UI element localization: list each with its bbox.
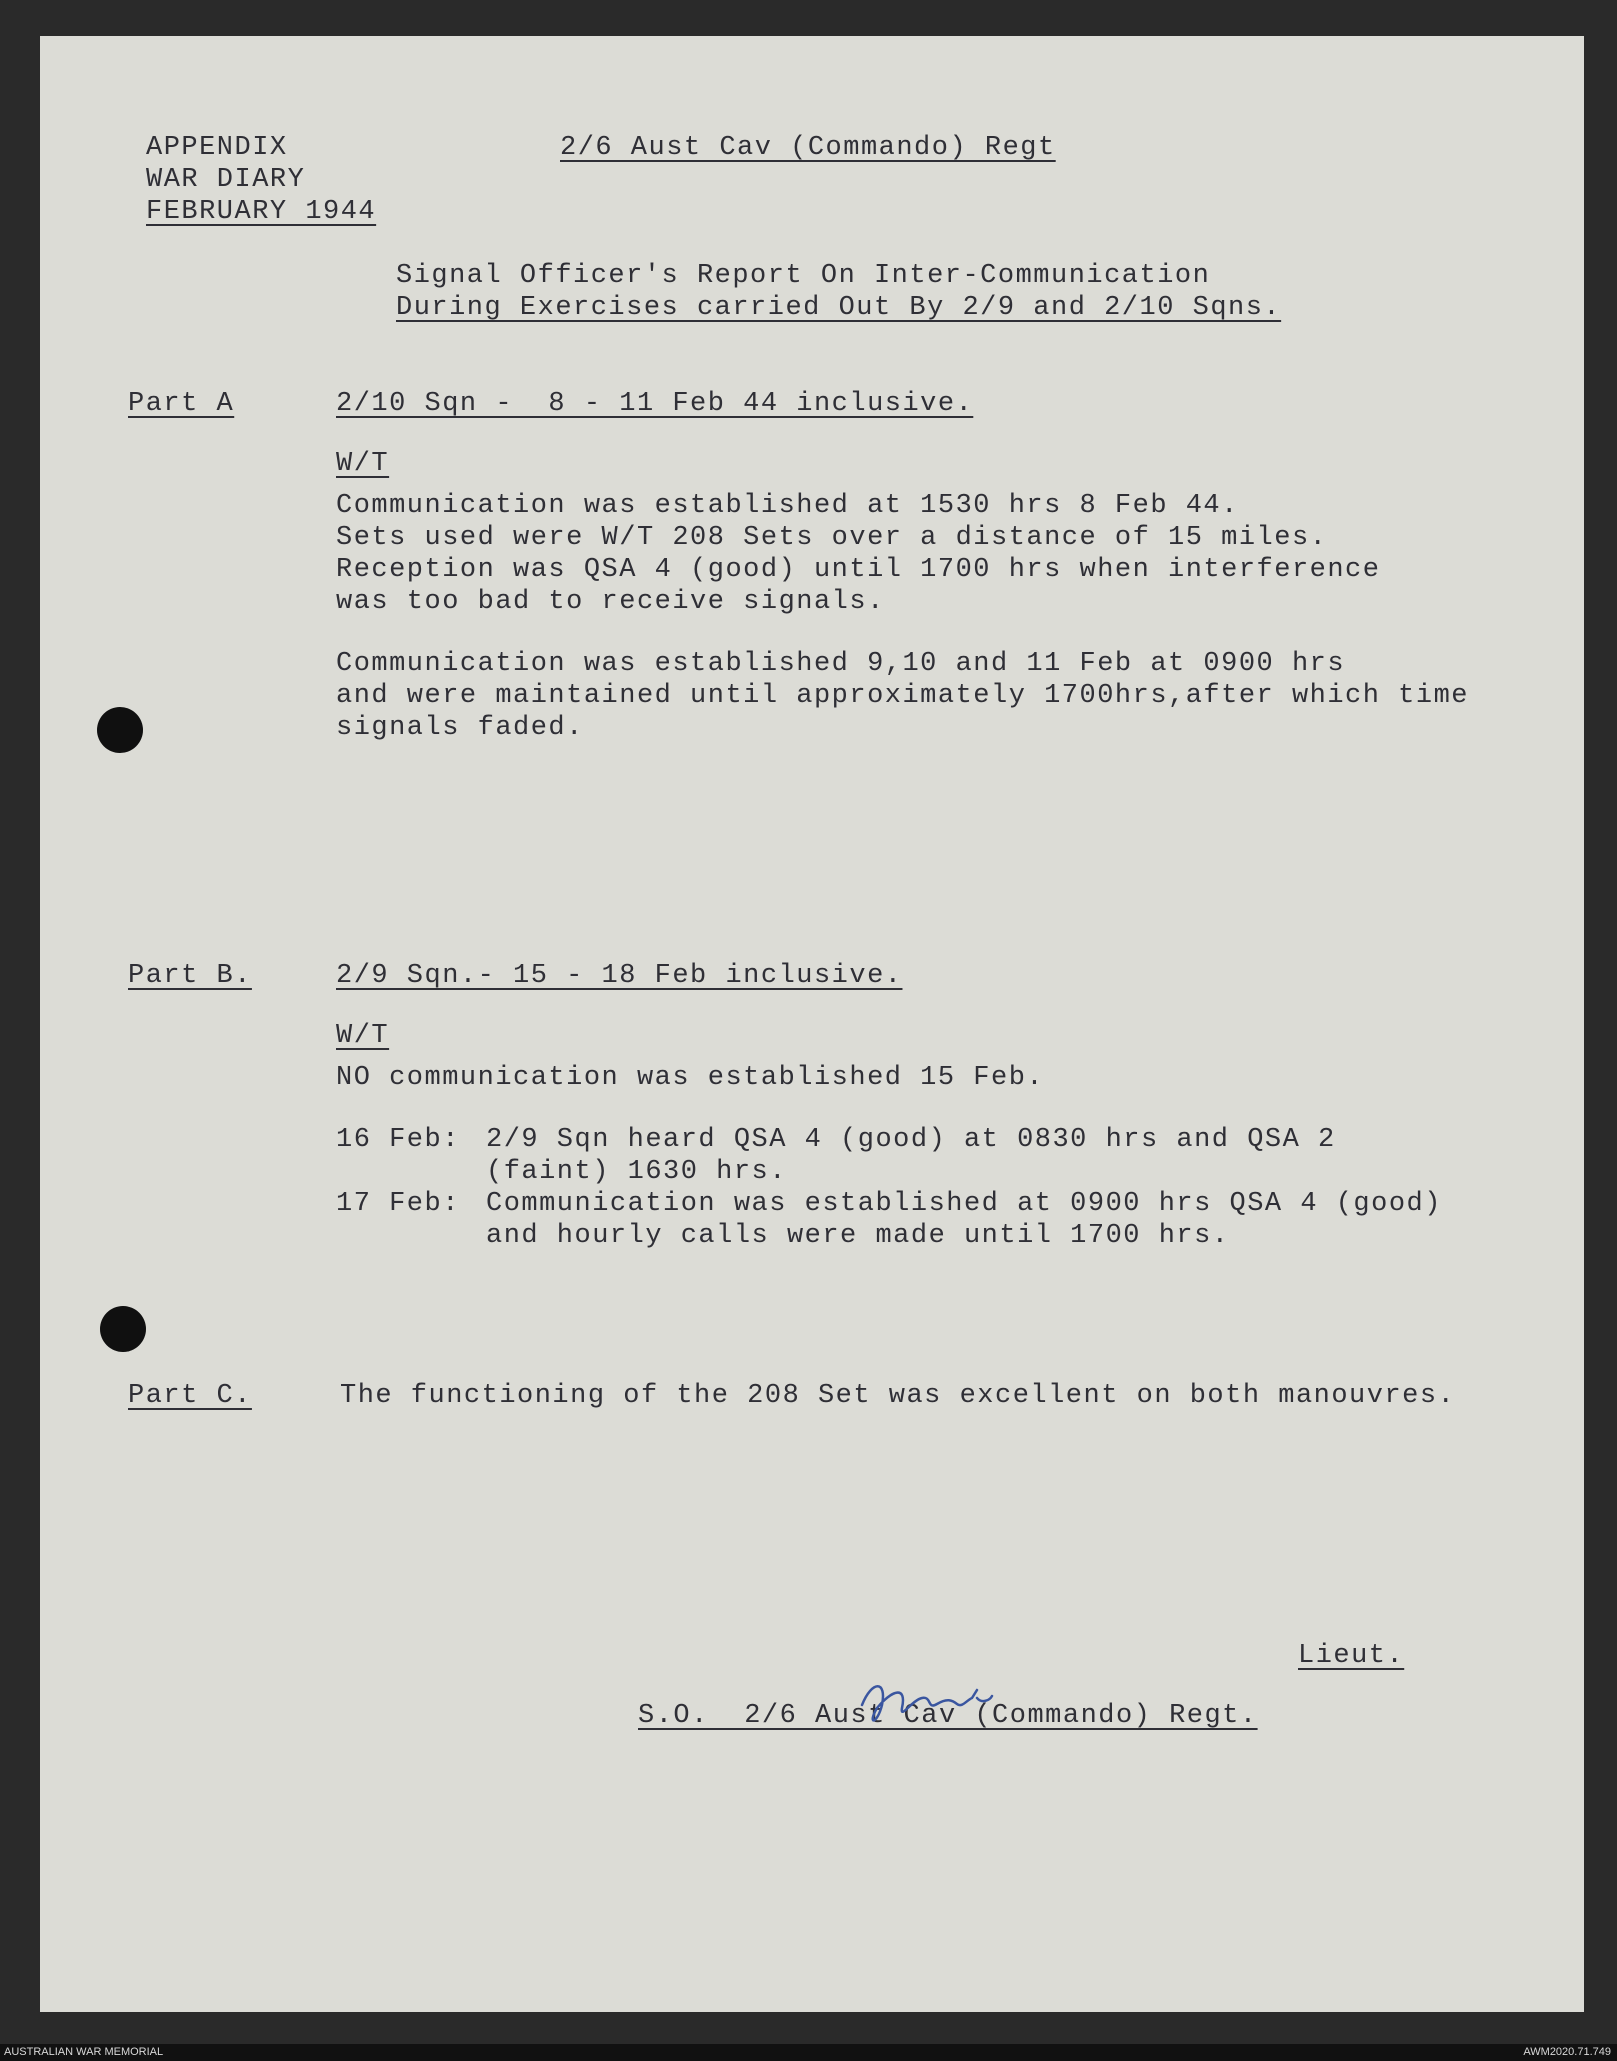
part-a-para1-line3: Reception was QSA 4 (good) until 1700 hrs when interference: [336, 555, 1381, 585]
part-b-entry1-line1: 2/9 Sqn heard QSA 4 (good) at 0830 hrs and QSA 2: [486, 1125, 1336, 1155]
part-b-line1: NO communication was established 15 Feb.: [336, 1063, 1045, 1093]
part-b-entry1-line2: (faint) 1630 hrs.: [486, 1157, 787, 1187]
part-c-text: The functioning of the 208 Set was excellent on both manouvres.: [340, 1381, 1456, 1411]
part-a-para1-line4: was too bad to receive signals.: [336, 587, 885, 617]
report-title-line-1: Signal Officer's Report On Inter-Communication: [396, 261, 1211, 291]
part-a-heading: 2/10 Sqn - 8 - 11 Feb 44 inclusive.: [336, 389, 974, 419]
part-b-entry2-line2: and hourly calls were made until 1700 hrs.: [486, 1221, 1230, 1251]
part-b-subheading: W/T: [336, 1021, 390, 1051]
footer-left: AUSTRALIAN WAR MEMORIAL: [4, 2046, 164, 2058]
report-title-line-2: During Exercises carried Out By 2/9 and 2/10 Sqns.: [396, 293, 1282, 323]
signature-scrawl: [852, 1670, 1032, 1735]
punch-hole-bottom: [100, 1306, 146, 1352]
part-a-para2-line3: signals faded.: [336, 713, 584, 743]
part-c-label: Part C.: [128, 1381, 252, 1411]
signature-line: S.O. 2/6 Aust Cav (Commando) Regt.: [638, 1701, 1258, 1731]
part-b-heading: 2/9 Sqn.- 15 - 18 Feb inclusive.: [336, 961, 903, 991]
footer-right: AWM2020.71.749: [1523, 2046, 1611, 2058]
part-a-label: Part A: [128, 389, 235, 419]
signature-rank: Lieut.: [1298, 1641, 1405, 1671]
part-a-para1-line1: Communication was established at 1530 hrs 8 Feb 44.: [336, 491, 1239, 521]
part-b-label: Part B.: [128, 961, 252, 991]
footer-bar: [0, 2044, 1617, 2061]
document-page: [40, 36, 1584, 2012]
part-a-subheading: W/T: [336, 449, 390, 479]
appendix-line-2: WAR DIARY: [146, 165, 306, 195]
part-a-para1-line2: Sets used were W/T 208 Sets over a distance of 15 miles.: [336, 523, 1328, 553]
unit-header: 2/6 Aust Cav (Commando) Regt: [560, 133, 1056, 163]
part-a-para2-line2: and were maintained until approximately 1700hrs,after which time: [336, 681, 1469, 711]
part-b-entry1-date: 16 Feb:: [336, 1125, 460, 1155]
appendix-line-1: APPENDIX: [146, 133, 288, 163]
part-a-para2-line1: Communication was established 9,10 and 11 Feb at 0900 hrs: [336, 649, 1346, 679]
part-b-entry2-line1: Communication was established at 0900 hrs QSA 4 (good): [486, 1189, 1442, 1219]
punch-hole-top: [97, 707, 143, 753]
part-b-entry2-date: 17 Feb:: [336, 1189, 460, 1219]
appendix-line-3: FEBRUARY 1944: [146, 197, 377, 227]
